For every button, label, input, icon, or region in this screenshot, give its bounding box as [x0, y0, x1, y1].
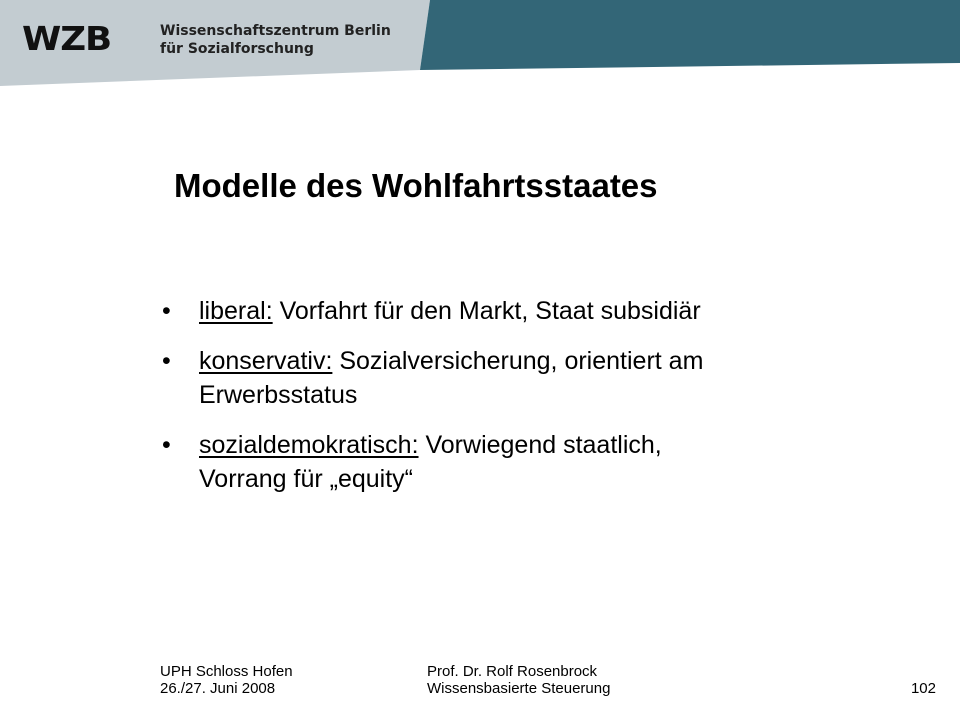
header-right-band: [420, 0, 960, 70]
wzb-logo: WZB: [22, 19, 112, 58]
organization-name-line2: für Sozialforschung: [160, 41, 314, 57]
footer-event-name: UPH Schloss Hofen: [160, 663, 293, 680]
bullet-list: [160, 294, 720, 512]
organization-name: [160, 22, 391, 58]
footer-author: [427, 663, 610, 697]
header-band: [0, 0, 960, 86]
bullet-term: sozialdemokratisch:: [199, 431, 419, 459]
bullet-item-liberal: [160, 294, 720, 328]
bullet-term: liberal:: [199, 297, 273, 325]
bullet-term: konservativ:: [199, 347, 333, 375]
bullet-icon: •: [162, 297, 171, 325]
bullet-text: Vorwiegend staatlich, Vorrang für „equity“: [199, 431, 662, 493]
footer-event: [160, 663, 293, 697]
bullet-item-sozialdemokratisch: [160, 428, 720, 496]
header-background: [0, 0, 960, 86]
bullet-text: Vorfahrt für den Markt, Staat subsidiär: [279, 297, 701, 325]
footer-author-name: Prof. Dr. Rolf Rosenbrock: [427, 663, 598, 680]
footer-talk-title: Wissensbasierte Steuerung: [427, 680, 611, 697]
bullet-icon: •: [162, 347, 171, 375]
slide-title: Modelle des Wohlfahrtsstaates: [174, 167, 658, 204]
page-number: 102: [910, 680, 936, 697]
footer-event-date: 26./27. Juni 2008: [160, 680, 276, 697]
organization-name-line1: Wissenschaftszentrum Berlin: [160, 23, 391, 39]
bullet-icon: •: [162, 431, 171, 459]
bullet-item-konservativ: [160, 344, 720, 412]
bullet-text: Sozialversicherung, orientiert am Erwerbsstatus: [199, 347, 704, 409]
